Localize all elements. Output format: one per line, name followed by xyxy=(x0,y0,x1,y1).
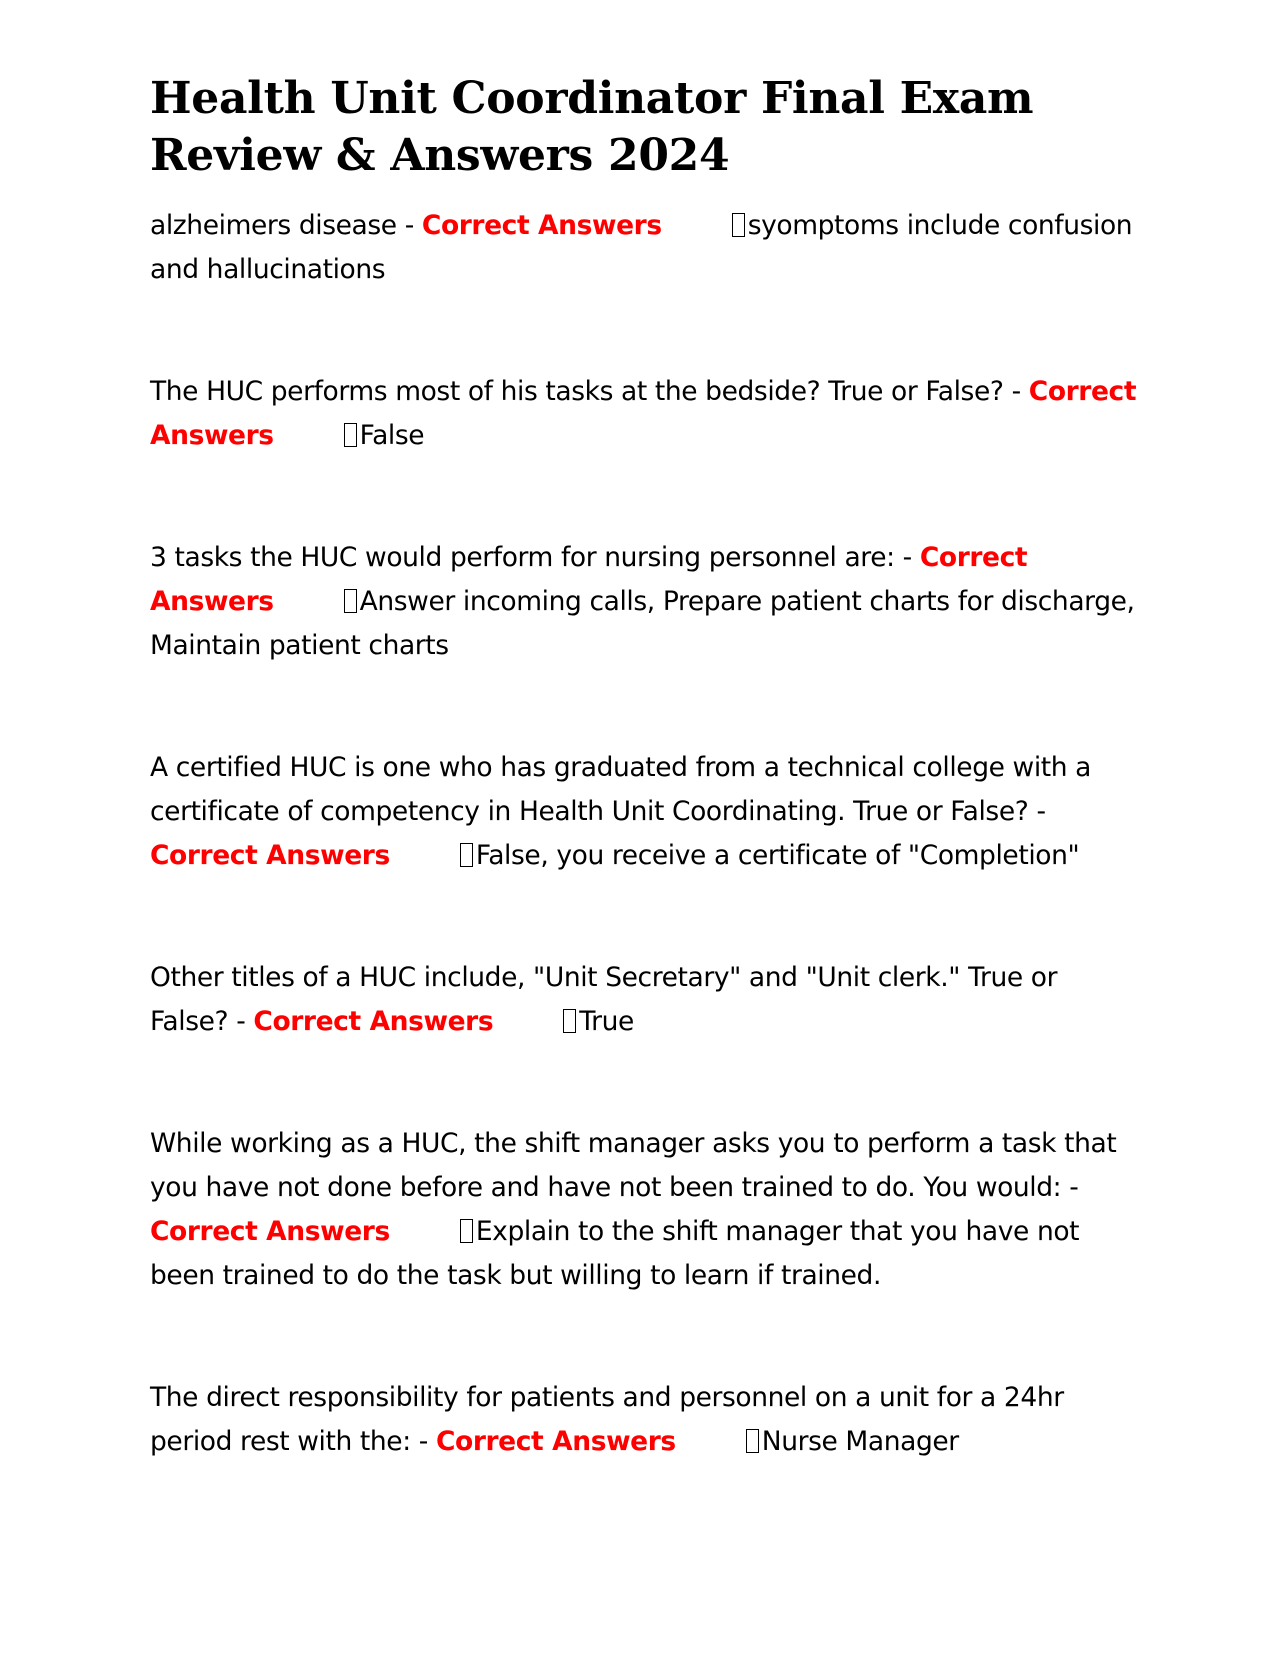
correct-answers-label: Correct Answers xyxy=(435,1426,676,1457)
correct-answers-label: Correct Answers xyxy=(150,542,1028,617)
missing-glyph-box-icon xyxy=(344,589,357,613)
answer-text: False, you receive a certificate of "Completion" xyxy=(475,840,1080,871)
qa-item xyxy=(150,1376,1140,1464)
answer-text: Explain to the shift manager that you have not been trained to do the task but willing to learn if trained. xyxy=(150,1216,1080,1291)
question-text: Other titles of a HUC include, "Unit Secretary" and "Unit clerk." True or False? xyxy=(150,962,1058,1037)
missing-glyph-box-icon xyxy=(460,1219,473,1243)
question-text: The direct responsibility for patients and personnel on a unit for a 24hr period rest with the: xyxy=(150,1382,1064,1457)
question-text: The HUC performs most of his tasks at the bedside? True or False? xyxy=(150,376,1004,407)
question-text: While working as a HUC, the shift manager asks you to perform a task that you have not done before and have not been trained to do. You would: xyxy=(150,1128,1117,1203)
separator: - xyxy=(894,542,920,573)
question-text: A certified HUC is one who has graduated from a technical college with a certificate of competency in Health Unit Coordinating. True or False? xyxy=(150,752,1092,827)
separator: - xyxy=(1003,376,1029,407)
missing-glyph-box-icon xyxy=(732,213,745,237)
qa-item xyxy=(150,1122,1140,1298)
qa-item xyxy=(150,746,1140,878)
separator: - xyxy=(1061,1172,1079,1203)
document-page xyxy=(150,70,1140,1542)
separator: - xyxy=(228,1006,254,1037)
answer-text: False xyxy=(359,420,425,451)
document-title: Health Unit Coordinator Final Exam Review & Answers 2024 xyxy=(150,73,1034,181)
separator: - xyxy=(396,210,422,241)
missing-glyph-box-icon xyxy=(563,1009,576,1033)
question-text: alzheimers disease xyxy=(150,210,397,241)
qa-item xyxy=(150,956,1140,1044)
qa-item xyxy=(150,536,1140,668)
question-text: 3 tasks the HUC would perform for nursing personnel are: xyxy=(150,542,895,573)
answer-text: Nurse Manager xyxy=(761,1426,959,1457)
missing-glyph-box-icon xyxy=(746,1429,759,1453)
correct-answers-label: Correct Answers xyxy=(150,840,390,871)
qa-item xyxy=(150,370,1140,458)
answer-text: True xyxy=(579,1006,634,1037)
answer-text: syomptoms include confusion and hallucinations xyxy=(150,210,1133,285)
missing-glyph-box-icon xyxy=(460,843,473,867)
answer-text: Answer incoming calls, Prepare patient charts for discharge, Maintain patient charts xyxy=(150,586,1135,661)
qa-item xyxy=(150,204,1140,292)
correct-answers-label: Correct Answers xyxy=(253,1006,494,1037)
separator: - xyxy=(410,1426,436,1457)
correct-answers-label: Correct Answers xyxy=(150,1216,390,1247)
separator: - xyxy=(1028,796,1046,827)
correct-answers-label: Correct Answers xyxy=(150,376,1137,451)
correct-answers-label: Correct Answers xyxy=(421,210,662,241)
missing-glyph-box-icon xyxy=(344,423,357,447)
